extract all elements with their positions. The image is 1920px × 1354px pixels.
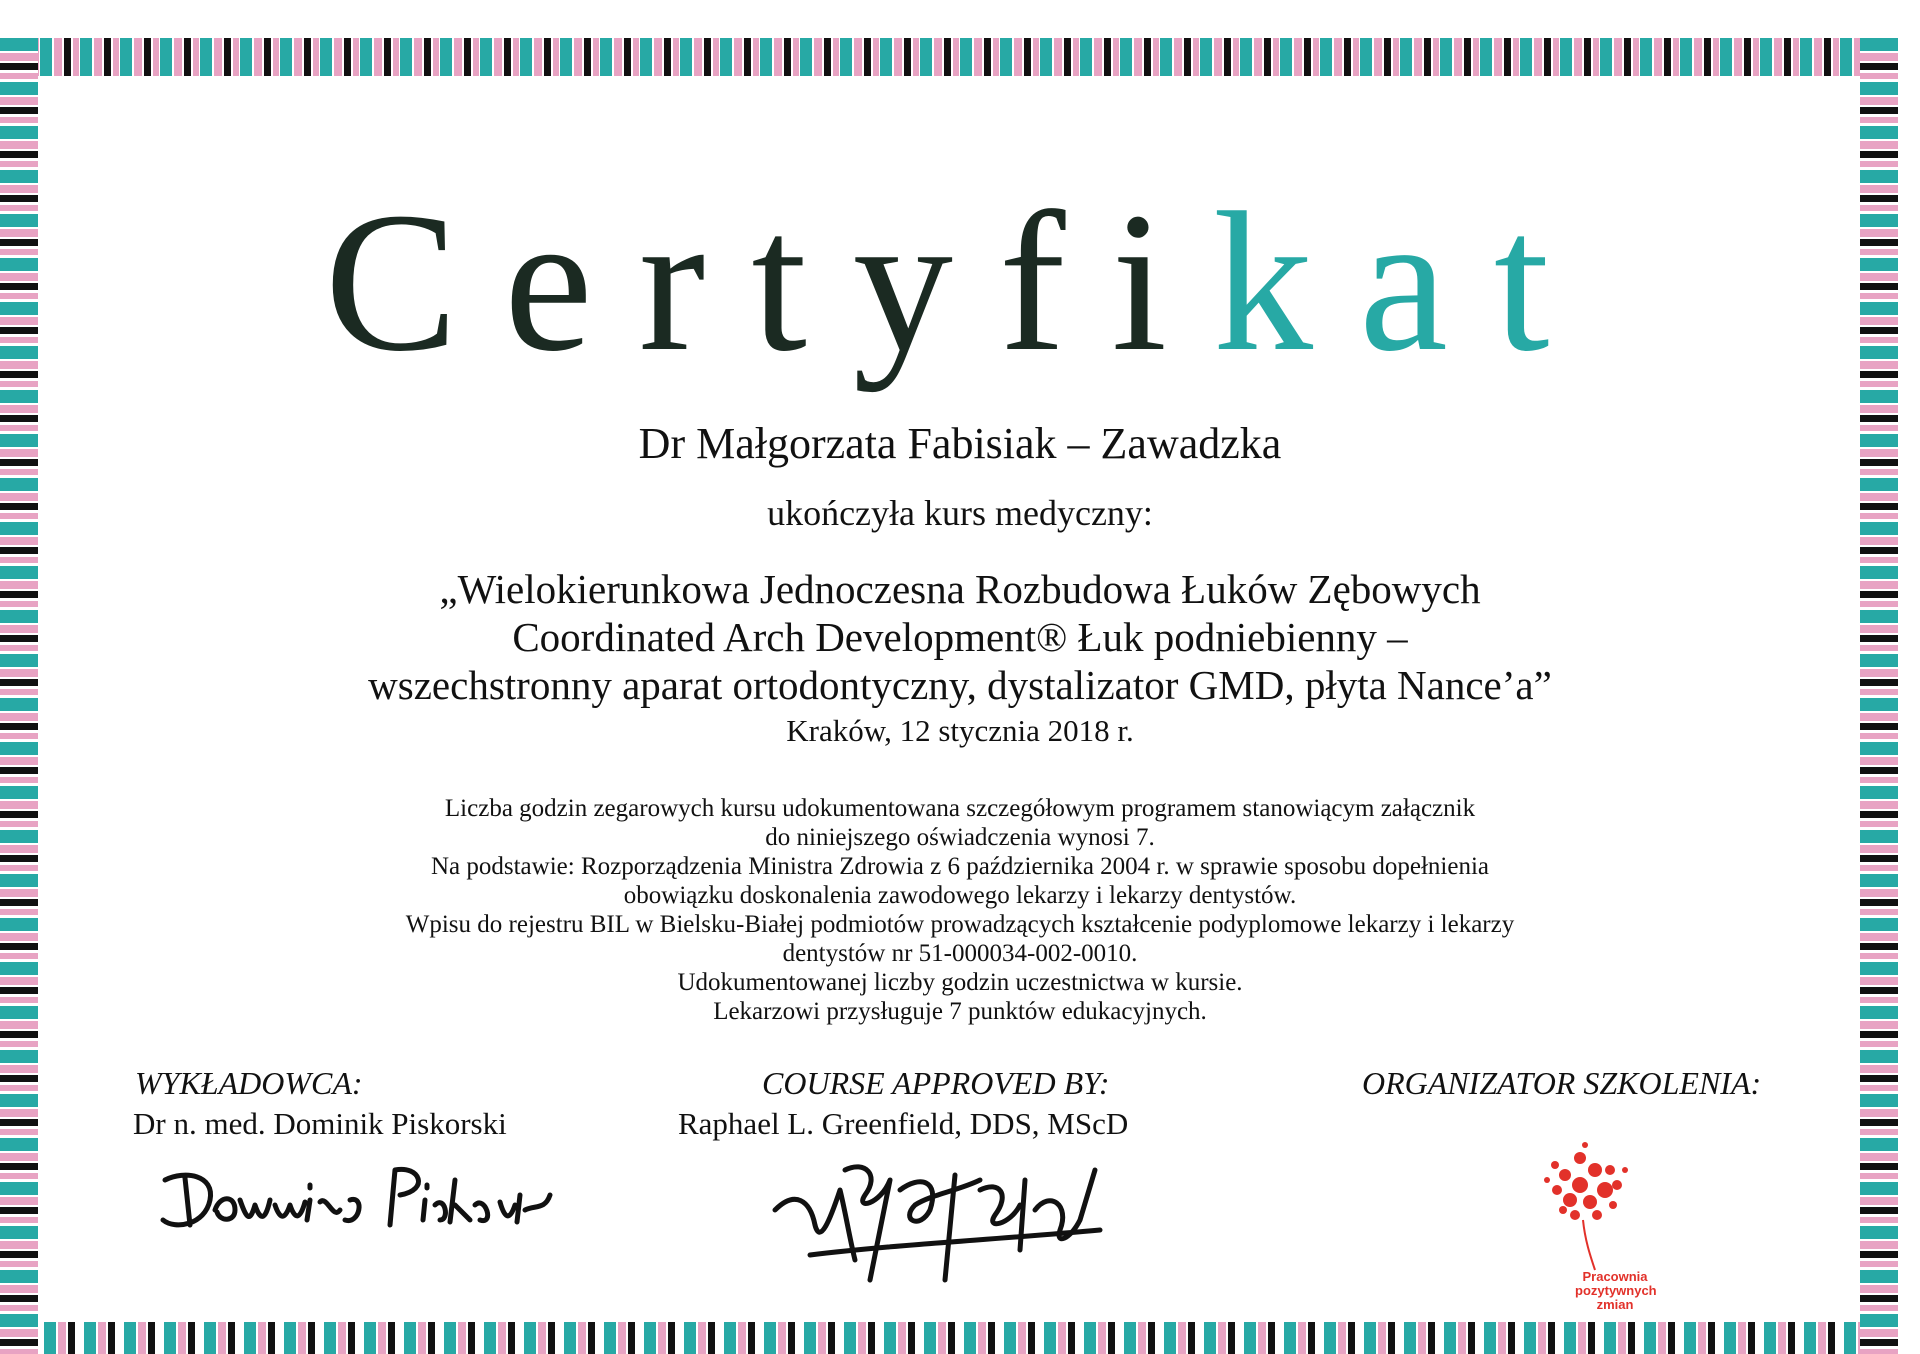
- lecturer-role: WYKŁADOWCA:: [135, 1065, 363, 1101]
- border-top-pattern: [0, 38, 1898, 76]
- recipient-name: Dr Małgorzata Fabisiak – Zawadzka: [638, 419, 1282, 468]
- course-title-line-1: „Wielokierunkowa Jednoczesna Rozbudowa Łuków Zębowych: [439, 566, 1481, 612]
- approver-signature: [770, 1150, 1130, 1300]
- title-part-dark: Certyfi: [324, 172, 1214, 393]
- organizer-logo-text: [1575, 1270, 1655, 1312]
- completed-text: ukończyła kurs medyczny:: [767, 493, 1153, 533]
- course-title-line-2: Coordinated Arch Development® Łuk podniebienny –: [512, 614, 1408, 660]
- logo-text-line: Pracownia: [1582, 1269, 1648, 1284]
- certificate-title: [0, 172, 1920, 393]
- logo-text-line: pozytywnych: [1575, 1283, 1657, 1298]
- approver-role: COURSE APPROVED BY:: [762, 1065, 1110, 1101]
- logo-text-line: zmian: [1596, 1297, 1634, 1312]
- details-line: do niniejszego oświadczenia wynosi 7.: [765, 824, 1155, 851]
- organizer-role: ORGANIZATOR SZKOLENIA:: [1362, 1065, 1762, 1101]
- title-part-teal: kat: [1213, 172, 1596, 393]
- details-line: Udokumentowanej liczby godzin uczestnictwa w kursie.: [677, 969, 1243, 996]
- border-bottom-pattern: [0, 1322, 1898, 1354]
- lecturer-signature: [155, 1150, 585, 1250]
- details-line: Lekarzowi przysługuje 7 punktów edukacyjnych.: [713, 998, 1207, 1025]
- place-and-date: Kraków, 12 stycznia 2018 r.: [786, 713, 1134, 748]
- details-line: dentystów nr 51-000034-002-0010.: [782, 940, 1138, 967]
- course-title-line-3: wszechstronny aparat ortodontyczny, dystalizator GMD, płyta Nance’a”: [368, 662, 1552, 708]
- details-line: obowiązku doskonalenia zawodowego lekarzy i lekarzy dentystów.: [623, 882, 1297, 909]
- approver-name: Raphael L. Greenfield, DDS, MScD: [678, 1106, 1129, 1141]
- details-line: Na podstawie: Rozporządzenia Ministra Zdrowia z 6 października 2004 r. w sprawie sposobu dopełnienia: [430, 853, 1490, 880]
- lecturer-name: Dr n. med. Dominik Piskorski: [133, 1106, 507, 1141]
- details-line: Liczba godzin zegarowych kursu udokumentowana szczegółowym programem stanowiącym załącznik: [444, 795, 1476, 822]
- details-line: Wpisu do rejestru BIL w Bielsku-Białej podmiotów prowadzących kształcenie podyplomowe lekarzy i lekarzy: [405, 911, 1515, 938]
